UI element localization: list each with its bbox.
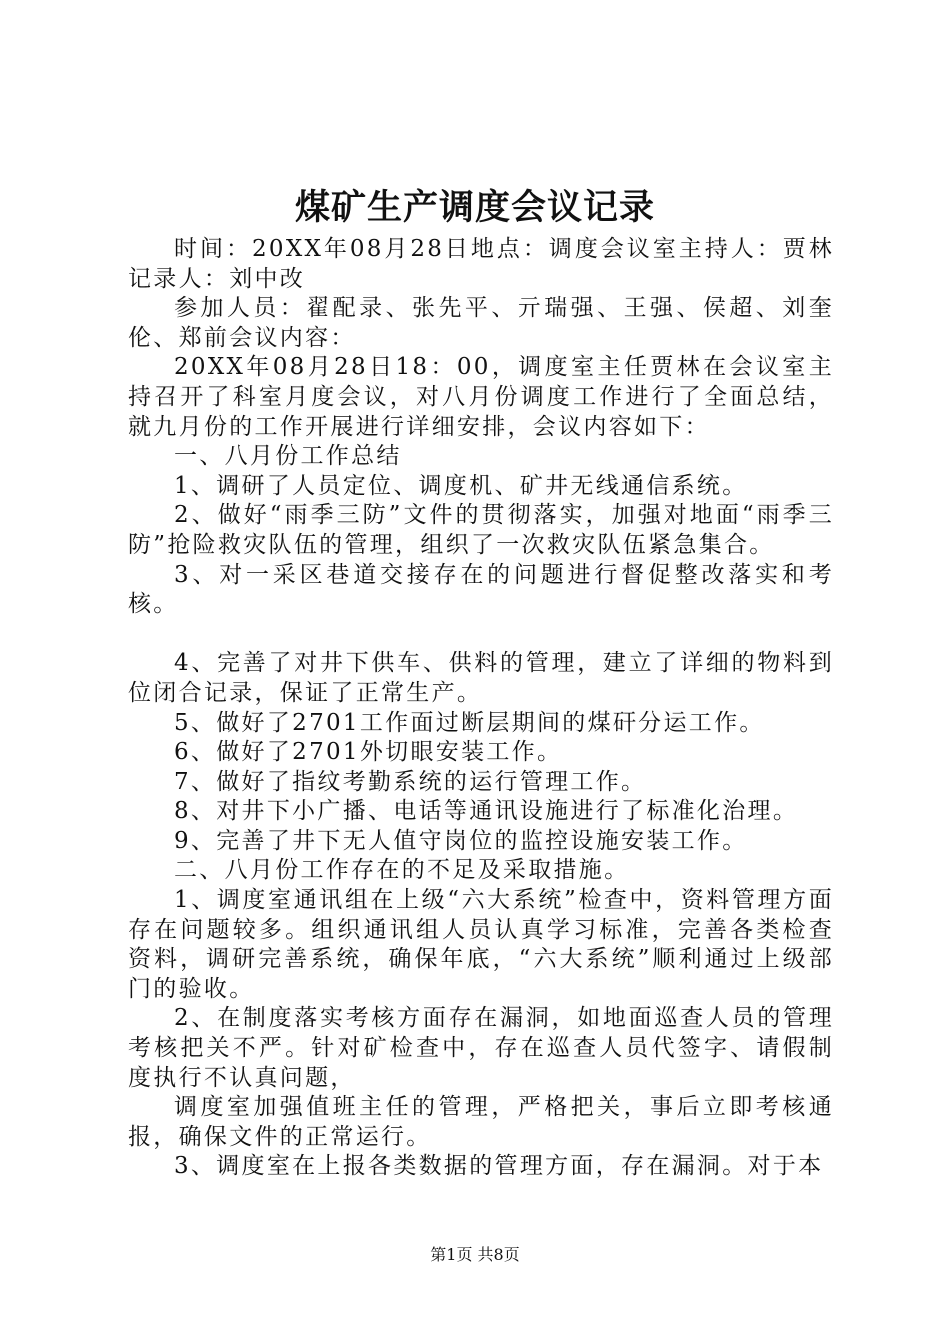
paragraph-shortcoming-item-3: 3、调度室在上报各类数据的管理方面，存在漏洞。对于本	[174, 1153, 824, 1180]
paragraph-meeting-intro: 20XX年08月28日18：00，调度室主任贾林在会议室主持召开了科室月度会议，对八月份调度工作进行了全面总结，就九月份的工作开展进行详细安排，会议内容如下：	[128, 354, 834, 440]
section-heading-summary: 一、八月份工作总结	[174, 443, 402, 470]
paragraph-summary-item-9: 9、完善了井下无人值守岗位的监控设施安装工作。	[174, 827, 748, 854]
paragraph-attendees: 参加人员：翟配录、张先平、亓瑞强、王强、侯超、刘奎伦、郑前会议内容：	[128, 295, 834, 351]
paragraph-summary-item-6: 6、做好了2701外切眼安装工作。	[174, 739, 563, 766]
paragraph-summary-item-2: 2、做好“雨季三防”文件的贯彻落实，加强对地面“雨季三防”抢险救灾队伍的管理，组织了一次救灾队伍紧急集合。	[128, 502, 834, 558]
paragraph-shortcoming-item-1: 1、调度室通讯组在上级“六大系统”检查中，资料管理方面存在问题较多。组织通讯组人员认真学习标准，完善各类检查资料，调研完善系统，确保年底，“六大系统”顺利通过上级部门的验收。	[128, 887, 834, 1002]
paragraph-summary-item-3: 3、对一采区巷道交接存在的问题进行督促整改落实和考核。	[128, 561, 834, 618]
paragraph-summary-item-8: 8、对井下小广播、电话等通讯设施进行了标准化治理。	[174, 798, 799, 825]
section-heading-shortcomings: 二、八月份工作存在的不足及采取措施。	[174, 857, 630, 884]
document-body	[128, 235, 834, 1182]
paragraph-shortcoming-item-2-continued: 调度室加强值班主任的管理，严格把关，事后立即考核通报，确保文件的正常运行。	[128, 1094, 834, 1150]
paragraph-summary-item-4: 4、完善了对井下供车、供料的管理，建立了详细的物料到位闭合记录，保证了正常生产。	[128, 650, 834, 706]
paragraph-shortcoming-item-2: 2、在制度落实考核方面存在漏洞，如地面巡查人员的管理考核把关不严。针对矿检查中，存在巡查人员代签字、请假制度执行不认真问题，	[128, 1005, 834, 1091]
paragraph-summary-item-1: 1、调研了人员定位、调度机、矿井无线通信系统。	[174, 472, 748, 499]
paragraph-summary-item-5: 5、做好了2701工作面过断层期间的煤矸分运工作。	[174, 709, 765, 736]
blank-line	[128, 620, 834, 650]
paragraph-summary-item-7: 7、做好了指纹考勤系统的运行管理工作。	[174, 768, 647, 795]
page-number-footer: 第1页 共8页	[430, 1245, 520, 1264]
document-title: 煤矿生产调度会议记录	[294, 187, 655, 228]
paragraph-meeting-time: 时间：20XX年08月28日地点：调度会议室主持人：贾林记录人：刘中改	[128, 236, 834, 292]
